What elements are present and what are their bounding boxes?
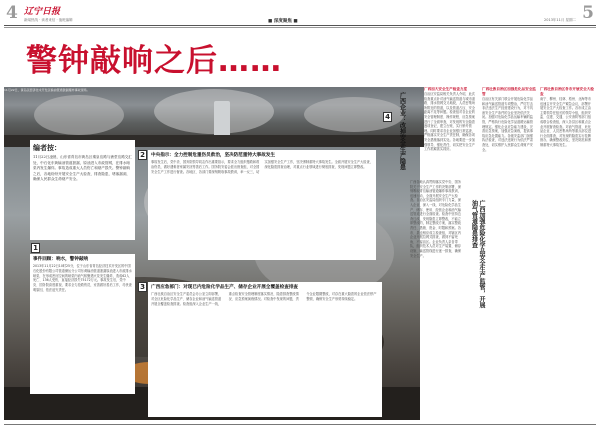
header-rule-thin [4,27,596,28]
right-column-1-text: 自治区安监局相关负责人介绍，此次检查重点针对油气输送管道与城市道路、排水管网交叉地段，人员密集场所附近的管道，以及管道占压、安全距离不足等问题。检查组对各企业的安全管理制度、操作规程、应急预案进行了全面审查，对发现的安全隐患逐项登记，建立台账，实行销号管理。同时要求各企业加强日常巡查，严格落实安全生产责任制，确保各项安全措施落到实处。各地要进一步加强领导，强化责任，切实把安全生产工作抓紧抓实抓好。 [424,92,475,152]
right-column-2-text: 自治区有关部门联合开展危险化学品和油气输送管道专项整治，严厉打击非法违法生产经营建设行为，对不具备安全生产条件的企业坚决依法关闭。加强对危险化学品运输车辆的监管，严格执行危险化学品道路运输管理规定。强化企业应急能力建设，完善应急预案，加强应急演练，提高事故应急处置能力。各级安监部门加强执法检查，对违法违规行为依法严肃查处，切实维护人民群众生命财产安全。 [482,97,533,152]
right-column-3 [540,87,594,420]
section-3 [148,282,382,417]
section-2-body: 事故发生后，党中央、国务院领导同志作出重要指示，要求全力组织搜救和救治伤员，做好遇难者家属安抚等善后工作。国务院安委会派出督查组，对全国安全生产工作进行督查。各地区、各部门要深刻吸取事故教训，举一反三，切实加强安全生产工作，坚决遏制重特大事故发生。全面开展安全生产大检查，深化隐患排查治理，对重点行业领域进行彻底排查，发现问题立即整改。 [151,160,373,174]
section-2-title: 中央指示：全力控制危重伤员救治，坚决防范重特大事故发生 [151,153,276,158]
newspaper-logo: 辽宁日报 [24,7,61,17]
right-column-2-subhead: 广西壮族自治区加强危化品安全监管 [482,87,536,96]
section-2 [148,150,376,260]
right-column-2 [482,87,536,420]
section-number-1: 1 [31,243,40,253]
section-1-body: 2013年11月22日10时25分，位于山东省青岛经济技术开发区的中国石化股份有限公司管道储运分公司东黄输油管道泄漏原油进入市政排水暗渠，在形成密闭空间的暗渠内油气积聚遇火花发生爆炸，造成62人死亡、136人受伤，直接经济损失75172万元。事故发生后，党中央、国务院高度重视，要求全力抢救伤员，妥善做好善后工作，尽快查明原因，依法追究责任。 [33,264,132,292]
right-column-3-subhead: 广西壮族自治区各市开展安全大检查 [540,87,594,96]
editor-note [30,140,135,240]
section-number-4: 4 [383,112,392,122]
editor-note-title: 编者按： [33,143,61,152]
page-number-right: 5 [582,3,594,23]
right-column-1-subhead: 广西加大安全生产检查力度 [424,87,468,91]
vertical-title-2: 广西加强危险化学品安全生产监管，开展油气管道隐患排查 [470,200,485,308]
right-article-columns [424,87,596,420]
section-3-body: 广西壮族自治区安全生产委员会办公室立即部署，对全区危险化学品生产、储存企业和油气输送管道开展全覆盖检查排查。检查组深入企业生产一线，重点检查安全管理制度落实情况、隐患排查整改情况、应急预案演练情况。对检查中发现的问题，责令企业限期整改，对存在重大隐患的企业依法停产整顿，确保安全生产形势持续稳定。 [151,292,377,306]
footer-rule [4,424,596,425]
right-column-3-text: 南宁、柳州、桂林、梧州、北海等市迅速召开安全生产紧急会议，部署开展安全生产大检查工作。各市成立由主要领导任组长的领导小组，组织安监、住建、交通、公安消防等部门组成联合检查组，深入各县区和重点企业开展督查检查。对油气管道、危化品企业、人员密集场所等重点部位进行全面排查，对发现的隐患实行挂牌督办，确保整改到位，坚决防范和遏制重特大事故发生。 [540,97,591,147]
photo-caption: 11月22日，黄岛区经济技术开发区输油管道泄漏爆炸事故现场。 [4,88,90,92]
vertical-title-1: 广西企业：改掉安全生产隐患 [398,92,406,170]
right-column-1 [424,87,478,420]
editor-note-text: 11月22日凌晨，山东省青岛市黄岛区秦皇岛路与斋堂岛路交汇处，中石化东黄输油管道泄漏，原油进入市政管网，在排水暗渠内发生爆炸。事故造成重大人员伤亡和财产损失。警钟敲响之后，各地纷纷开展安全生产大检查，排查隐患，堵塞漏洞，确保人民群众生命财产安全。 [33,155,132,182]
section-3-title: 广西应急部门：对现已内危险化学品生产、储存企业开展全覆盖检查排查 [151,285,299,290]
header-rule [4,25,596,26]
section-tag: ■ 深度聚焦 ■ [268,19,298,24]
photo-strip-top [4,87,424,147]
section-number-2: 2 [138,150,147,160]
page-number-left: 4 [6,3,18,23]
section-1 [30,254,135,394]
header-date: 2013年11月 星期二 [544,18,576,22]
section-1-title: 事件回顾：响水，警钟敲响 [33,257,89,262]
main-headline: 警钟敲响之后…… [26,43,282,79]
section-number-3: 3 [138,282,147,292]
middle-column-text: 广西各地认真贯彻落实党中央、国务院关于安全生产工作的决策部署，深刻吸取青岛输油管道爆炸事故教训，迅速行动，全面开展安全生产大检查。自治区安监局组织专门力量，深入企业、深入一线，对危险化学品生产、储存、使用、经营企业和油气输送管道进行全面检查。检查中坚持边查边改，发现隐患立即整改，不能立即整改的，制定整改方案，落实整改责任、措施、资金、时限和预案。各市、县也相应成立检查组，对辖区内企业开展拉网式排查，做到不留死角、不留盲区。企业负责人亲自带队，组织技术人员对生产装置、储存设施、输送管线进行逐一排查，确保安全生产。 [410,180,461,258]
header-subline: 新闻热线 · 读者来信 · 值班编辑 [24,18,73,22]
